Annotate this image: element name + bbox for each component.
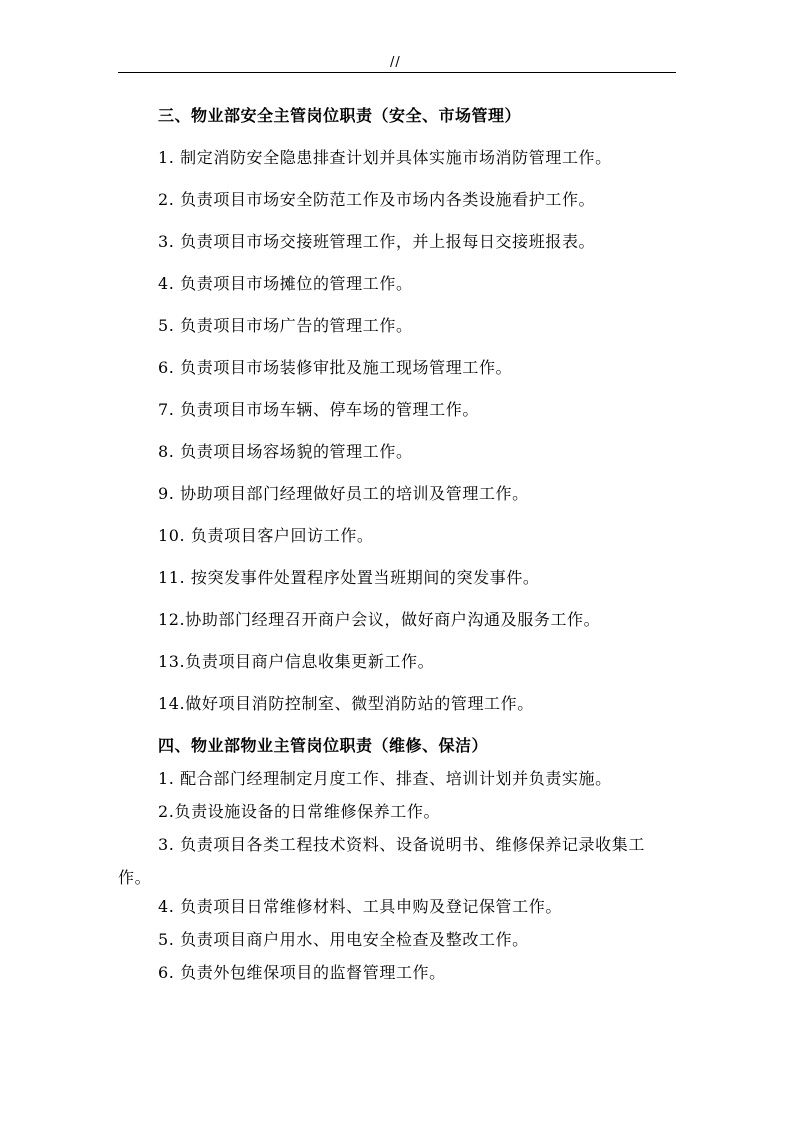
list-item: 6. 负责项目市场装修审批及施工现场管理工作。 <box>158 358 513 377</box>
list-item: 4. 负责项目日常维修材料、工具申购及登记保管工作。 <box>158 897 562 916</box>
list-item: 8. 负责项目场容场貌的管理工作。 <box>158 442 413 461</box>
list-item: 1. 配合部门经理制定月度工作、排查、培训计划并负责实施。 <box>158 769 612 788</box>
list-item: 3. 负责项目各类工程技术资料、设备说明书、维修保养记录收集工作。 <box>118 835 645 887</box>
section-safety-supervisor <box>118 104 678 716</box>
list-item: 12.协助部门经理召开商户会议，做好商户沟通及服务工作。 <box>158 610 601 629</box>
section-property-supervisor <box>118 734 678 985</box>
list-item: 10. 负责项目客户回访工作。 <box>158 526 374 545</box>
list-item: 6. 负责外包维保项目的监督管理工作。 <box>158 963 446 982</box>
section-heading: 三、物业部安全主管岗位职责（安全、市场管理） <box>158 106 522 125</box>
list-item: 9. 协助项目部门经理做好员工的培训及管理工作。 <box>158 484 529 503</box>
list-item: 13.负责项目商户信息收集更新工作。 <box>158 652 435 671</box>
header-mark: // <box>390 55 401 70</box>
list-item: 11. 按突发事件处置程序处置当班期间的突发事件。 <box>158 568 540 587</box>
document-body <box>118 104 678 994</box>
list-item: 1. 制定消防安全隐患排查计划并具体实施市场消防管理工作。 <box>158 148 612 167</box>
header-rule <box>118 72 676 73</box>
section-heading: 四、物业部物业主管岗位职责（维修、保洁） <box>158 736 489 755</box>
list-item: 7. 负责项目市场车辆、停车场的管理工作。 <box>158 400 479 419</box>
list-item: 5. 负责项目商户用水、用电安全检查及整改工作。 <box>158 930 529 949</box>
list-item: 2. 负责项目市场安全防范工作及市场内各类设施看护工作。 <box>158 190 596 209</box>
list-item: 2.负责设施设备的日常维修保养工作。 <box>158 802 441 821</box>
list-item: 14.做好项目消防控制室、微型消防站的管理工作。 <box>158 694 534 713</box>
list-item: 3. 负责项目市场交接班管理工作，并上报每日交接班报表。 <box>158 232 596 251</box>
list-item: 4. 负责项目市场摊位的管理工作。 <box>158 274 413 293</box>
list-item: 5. 负责项目市场广告的管理工作。 <box>158 316 413 335</box>
